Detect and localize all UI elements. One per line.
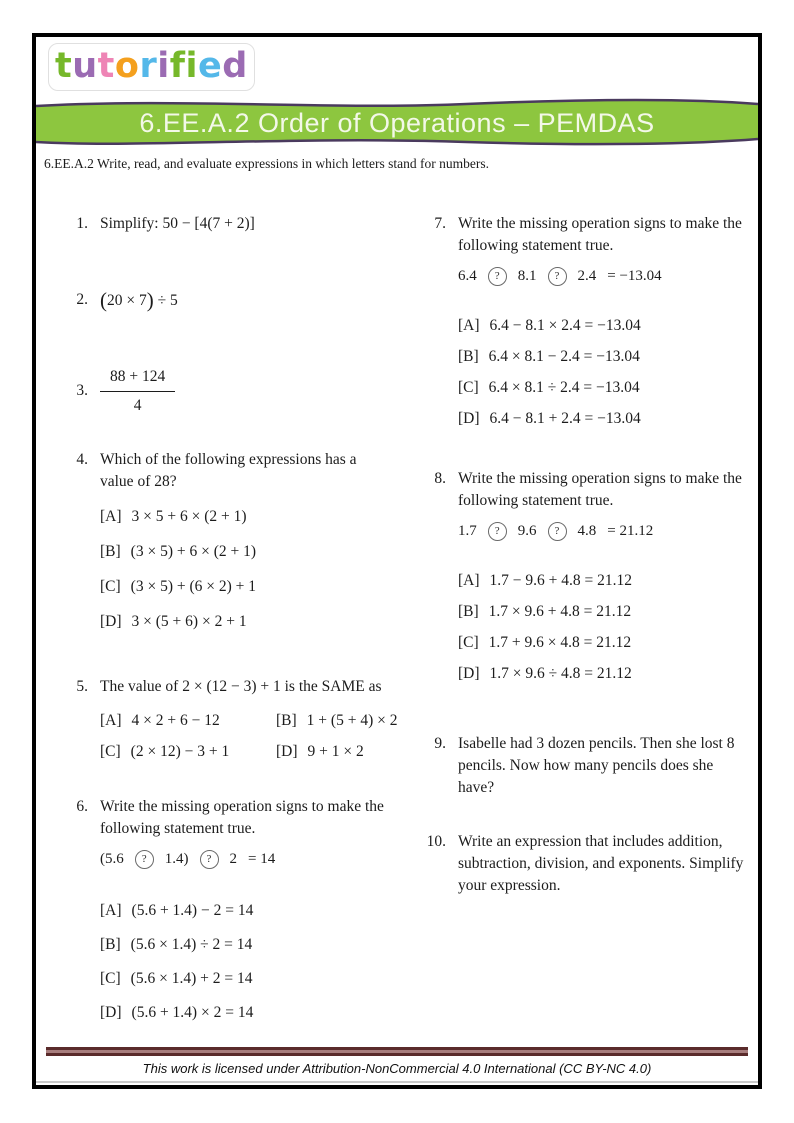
fraction [100, 366, 175, 417]
option-row [100, 710, 276, 732]
question-6 [60, 796, 418, 1024]
option-label: [C] [100, 743, 121, 760]
statement-with-blanks [458, 265, 748, 287]
option-text: 3 × 5 + 6 × (2 + 1) [131, 508, 247, 525]
question-number: 8. [434, 470, 446, 487]
question-text: Which of the following expressions has a [100, 451, 357, 468]
close-paren: ) [146, 288, 154, 312]
question-text: subtraction, division, and exponents. Simplify [458, 855, 744, 872]
logo-letter: i [185, 46, 198, 86]
logo-letter: t [55, 46, 73, 86]
statement-part: 1.4) [164, 851, 189, 867]
option-row [100, 900, 400, 922]
options-list [458, 315, 748, 430]
option-row [100, 741, 276, 763]
question-text: following statement true. [458, 237, 614, 254]
option-text: 4 × 2 + 6 − 12 [131, 712, 220, 729]
logo-letter: r [139, 46, 158, 86]
option-row [100, 1002, 400, 1024]
question-text: pencils. Now how many pencils does she [458, 757, 714, 774]
statement-part: 2.4 [577, 268, 597, 284]
statement-part: 4.8 [577, 523, 597, 539]
question-text: value of 28? [100, 473, 177, 490]
statement-with-blanks [100, 848, 400, 870]
option-text: (5.6 + 1.4) × 2 = 14 [131, 1004, 254, 1021]
question-text: following statement true. [100, 820, 256, 837]
option-text: (3 × 5) + (6 × 2) + 1 [130, 578, 257, 595]
option-row [458, 377, 748, 399]
options-list [100, 506, 400, 633]
option-row [100, 576, 400, 598]
question-4 [60, 449, 418, 633]
license-text: This work is licensed under Attribution-NonCommercial 4.0 International (CC BY-NC 4.0) [142, 1061, 652, 1076]
option-text: 1.7 × 9.6 + 4.8 = 21.12 [488, 603, 632, 620]
option-row [100, 611, 400, 633]
question-text: Write the missing operation signs to make the [458, 470, 742, 487]
option-row [458, 601, 748, 623]
option-row [458, 663, 748, 685]
option-row [458, 346, 748, 368]
question-number: 10. [426, 833, 446, 850]
question-text: Write an expression that includes addition, [458, 833, 723, 850]
option-text: (3 × 5) + 6 × (2 + 1) [130, 543, 257, 560]
logo-letter: o [114, 46, 140, 86]
option-label: [D] [458, 665, 480, 682]
circled-question-mark-icon: ? [135, 850, 154, 869]
question-number: 7. [434, 215, 446, 232]
fraction-numerator: 88 + 124 [100, 366, 175, 392]
circled-question-mark-icon: ? [200, 850, 219, 869]
option-label: [A] [100, 508, 122, 525]
circled-question-mark-icon: ? [548, 522, 567, 541]
logo-letter: i [157, 46, 170, 86]
question-number: 4. [76, 451, 88, 468]
question-9 [418, 733, 748, 799]
question-7 [418, 213, 748, 430]
option-text: 6.4 × 8.1 ÷ 2.4 = −13.04 [488, 379, 640, 396]
question-columns [36, 213, 758, 1024]
option-row [100, 934, 400, 956]
logo-letter: d [222, 46, 248, 86]
option-label: [B] [458, 603, 479, 620]
option-text: (5.6 + 1.4) − 2 = 14 [131, 902, 254, 919]
option-label: [C] [100, 578, 121, 595]
option-label: [D] [100, 613, 122, 630]
option-label: [D] [276, 743, 298, 760]
question-2 [60, 289, 418, 312]
option-label: [D] [100, 1004, 122, 1021]
statement-part: (5.6 [100, 851, 124, 867]
logo-letter: f [169, 46, 186, 86]
question-text [100, 289, 400, 312]
question-text: Isabelle had 3 dozen pencils. Then she lost 8 [458, 735, 735, 752]
option-text: 3 × (5 + 6) × 2 + 1 [131, 613, 247, 630]
option-text: 1.7 − 9.6 + 4.8 = 21.12 [489, 572, 633, 589]
option-label: [C] [458, 379, 479, 396]
option-row [100, 506, 400, 528]
logo-letter: u [72, 46, 98, 86]
option-label: [A] [100, 712, 122, 729]
statement-part: 9.6 [517, 523, 537, 539]
statement-with-blanks [458, 520, 748, 542]
question-number: 6. [76, 798, 88, 815]
footer-gray-line [36, 1081, 758, 1083]
option-text: (5.6 × 1.4) ÷ 2 = 14 [130, 936, 253, 953]
options-grid [100, 710, 412, 763]
option-row [458, 408, 748, 430]
question-number: 2. [76, 291, 88, 308]
option-text: 6.4 × 8.1 − 2.4 = −13.04 [488, 348, 640, 365]
question-10 [418, 831, 748, 897]
left-column [60, 213, 418, 1024]
fraction-denominator: 4 [133, 397, 142, 414]
option-text: (2 × 12) − 3 + 1 [130, 743, 230, 760]
statement-part: 1.7 [458, 523, 477, 539]
statement-part: = −13.04 [607, 268, 662, 284]
question-text: Simplify: 50 − [4(7 + 2)] [100, 215, 255, 232]
statement-part: 6.4 [458, 268, 477, 284]
options-list [458, 570, 748, 685]
option-text: (5.6 × 1.4) + 2 = 14 [130, 970, 253, 987]
logo-letter: t [97, 46, 115, 86]
page-title: 6.EE.A.2 Order of Operations – PEMDAS [139, 108, 655, 138]
worksheet-page [32, 33, 762, 1089]
expression-rest: ÷ 5 [153, 292, 178, 309]
logo-letter: e [197, 46, 223, 86]
question-number: 5. [76, 678, 88, 695]
statement-part: 8.1 [517, 268, 537, 284]
question-text: following statement true. [458, 492, 614, 509]
option-label: [B] [458, 348, 479, 365]
question-5 [60, 676, 418, 763]
title-banner [36, 93, 758, 151]
option-row [100, 541, 400, 563]
question-text: have? [458, 779, 495, 796]
option-text: 6.4 − 8.1 × 2.4 = −13.04 [489, 317, 641, 334]
question-1 [60, 213, 418, 235]
standard-description: 6.EE.A.2 Write, read, and evaluate expressions in which letters stand for numbers. [44, 156, 489, 171]
circled-question-mark-icon: ? [548, 267, 567, 286]
option-text: 9 + 1 × 2 [307, 743, 364, 760]
option-label: [C] [458, 634, 479, 651]
logo-row [36, 37, 758, 91]
statement-part: = 14 [248, 851, 276, 867]
option-label: [C] [100, 970, 121, 987]
question-number: 3. [76, 382, 88, 399]
question-3 [60, 366, 418, 417]
question-text: The value of 2 × (12 − 3) + 1 is the SAME as [100, 678, 382, 695]
option-label: [A] [458, 572, 480, 589]
option-row [100, 968, 400, 990]
question-text: Write the missing operation signs to make the [100, 798, 384, 815]
option-label: [B] [276, 712, 297, 729]
option-label: [B] [100, 936, 121, 953]
option-text: 6.4 − 8.1 + 2.4 = −13.04 [489, 410, 641, 427]
option-label: [A] [458, 317, 480, 334]
options-list [100, 900, 400, 1024]
option-label: [D] [458, 410, 480, 427]
question-number: 1. [76, 215, 88, 232]
question-number: 9. [434, 735, 446, 752]
option-row [276, 741, 412, 763]
option-text: 1 + (5 + 4) × 2 [306, 712, 398, 729]
option-row [458, 632, 748, 654]
expression: 20 × 7 [106, 292, 147, 309]
circled-question-mark-icon: ? [488, 267, 507, 286]
open-paren: ( [100, 288, 107, 312]
statement-part: = 21.12 [607, 523, 654, 539]
tutorified-logo [48, 43, 255, 91]
right-column [418, 213, 748, 1024]
circled-question-mark-icon: ? [488, 522, 507, 541]
footer [36, 1047, 758, 1083]
question-8 [418, 468, 748, 685]
statement-part: 2 [229, 851, 237, 867]
question-text: your expression. [458, 877, 561, 894]
option-label: [B] [100, 543, 121, 560]
option-row [458, 570, 748, 592]
question-text: Write the missing operation signs to make the [458, 215, 742, 232]
option-row [458, 315, 748, 337]
option-row [276, 710, 412, 732]
option-text: 1.7 + 9.6 × 4.8 = 21.12 [488, 634, 632, 651]
option-text: 1.7 × 9.6 ÷ 4.8 = 21.12 [489, 665, 632, 682]
footer-divider-bar [46, 1047, 748, 1056]
option-label: [A] [100, 902, 122, 919]
